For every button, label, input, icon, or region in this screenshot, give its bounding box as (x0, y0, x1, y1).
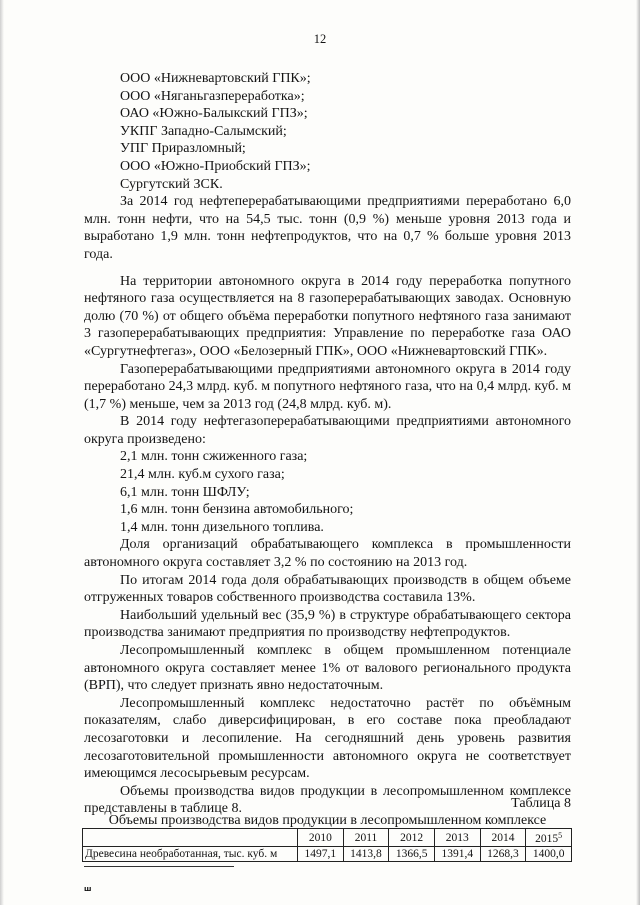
scan-right-edge (636, 0, 640, 905)
footnote-divider (84, 866, 234, 867)
paragraph: По итогам 2014 года доля обрабатывающих производств в общем объеме отгруженных товаров собственного производства составила 13%. (84, 572, 571, 606)
paragraph: Лесопромышленный комплекс недостаточно растёт по объёмным показателям, слабо диверсифицирован, в его составе пока преобладают лесозаготовки и лесопиление. На сегодняшний день уровень развития лесозаготовительной промышленности автономного округа не соответствует имеющимся лесосырьевым ресурсам. (84, 695, 571, 782)
table-cell: 1497,1 (298, 847, 344, 862)
list-item: ООО «Нижневартовский ГПК»; (120, 71, 311, 86)
table-row (83, 847, 572, 862)
paragraph: Газоперерабатывающими предприятиями автономного округа в 2014 году переработано 24,3 млрд. куб. м попутного нефтяного газа, что на 0,4 млрд. куб. м (1,7 %) меньше, чем за 2013 год (24,8 млрд. куб. м). (84, 361, 571, 412)
list-item: Сургутский ЗСК. (120, 176, 223, 192)
paragraph: Доля организаций обрабатывающего комплекса в промышленности автономного округа составляет 3,2 % по состоянию на 2013 год. (84, 537, 571, 571)
list-item: ОАО «Южно-Балыкский ГПЗ»; (120, 106, 308, 122)
list-item: 2,1 млн. тонн сжиженного газа; (120, 449, 308, 465)
footnote-marker: 5 (558, 831, 563, 840)
list-item: ООО «Южно-Приобский ГПЗ»; (120, 158, 311, 174)
table-cell: 1400,0 (526, 847, 572, 862)
list-item: 1,4 млн. тонн дизельного топлива. (120, 519, 324, 535)
paragraph: За 2014 год нефтеперерабатывающими предприятиями переработано 6,0 млн. тонн нефти, что на 54,5 тыс. тонн (0,9 %) меньше уровня 2013 года и выработано 1,9 млн. тонн нефтепродуктов, что на 0,7 % больше уровня 2013 года. (84, 194, 571, 262)
list-item: 21,4 млн. куб.м сухого газа; (120, 467, 285, 483)
paragraph: Лесопромышленный комплекс в общем промышленном потенциале автономного округа составляет менее 1% от валового регионального продукта (ВРП), что следует признать явно недостаточным. (84, 643, 571, 694)
paragraph: Объемы производства видов продукции в лесопромышленном комплексе представлены в таблице 8. (84, 783, 571, 817)
table-cell: 1268,3 (480, 847, 526, 862)
table-header-empty (83, 829, 298, 847)
list-item: УКПГ Западно-Салымский; (120, 123, 287, 139)
year-header: 2011 (343, 829, 389, 847)
year-header: 2014 (480, 829, 526, 847)
table-cell: 1391,4 (434, 847, 480, 862)
paragraph: Наибольший удельный вес (35,9 %) в структуре обрабатывающего сектора производства занимают предприятия по производству нефтепродуктов. (84, 607, 571, 641)
corner-mark: ш (84, 885, 92, 893)
body-text (84, 70, 571, 818)
production-table (82, 828, 572, 862)
list-item: 1,6 млн. тонн бензина автомобильного; (120, 502, 354, 518)
scan-left-edge (0, 0, 4, 905)
row-label: Древесина необработанная, тыс. куб. м (83, 847, 298, 862)
page-number: 12 (313, 32, 327, 46)
table-label: Таблица 8 (511, 796, 571, 811)
list-item: 6,1 млн. тонн ШФЛУ; (120, 484, 250, 500)
year-header: 2013 (434, 829, 480, 847)
list-item: ООО «Няганьгазпереработка»; (120, 88, 305, 104)
table-header-row (83, 829, 572, 847)
table-title: Объемы производства видов продукции в лесопромышленном комплексе (108, 813, 547, 828)
year-label: 2015 (535, 833, 559, 845)
year-header-footnoted (526, 829, 572, 847)
year-header: 2012 (389, 829, 435, 847)
table-cell: 1366,5 (389, 847, 435, 862)
table-cell: 1413,8 (343, 847, 389, 862)
list-item: УПГ Приразломный; (120, 141, 246, 157)
year-header: 2010 (298, 829, 344, 847)
paragraph: В 2014 году нефтегазоперерабатывающими предприятиями автономного округа произведено: (84, 414, 571, 447)
paragraph: На территории автономного округа в 2014 году переработка попутного нефтяного газа осуществляется на 8 газоперерабатывающих заводах. Основную долю (70 %) от общего объёма переработки попутного нефтяного газа занимают 3 газоперерабатывающих предприятия: Управление по переработке газа ОАО «Сургутнефтегаз», ООО «Белозерный ГПК», ООО «Нижневартовский ГПК». (84, 273, 571, 359)
